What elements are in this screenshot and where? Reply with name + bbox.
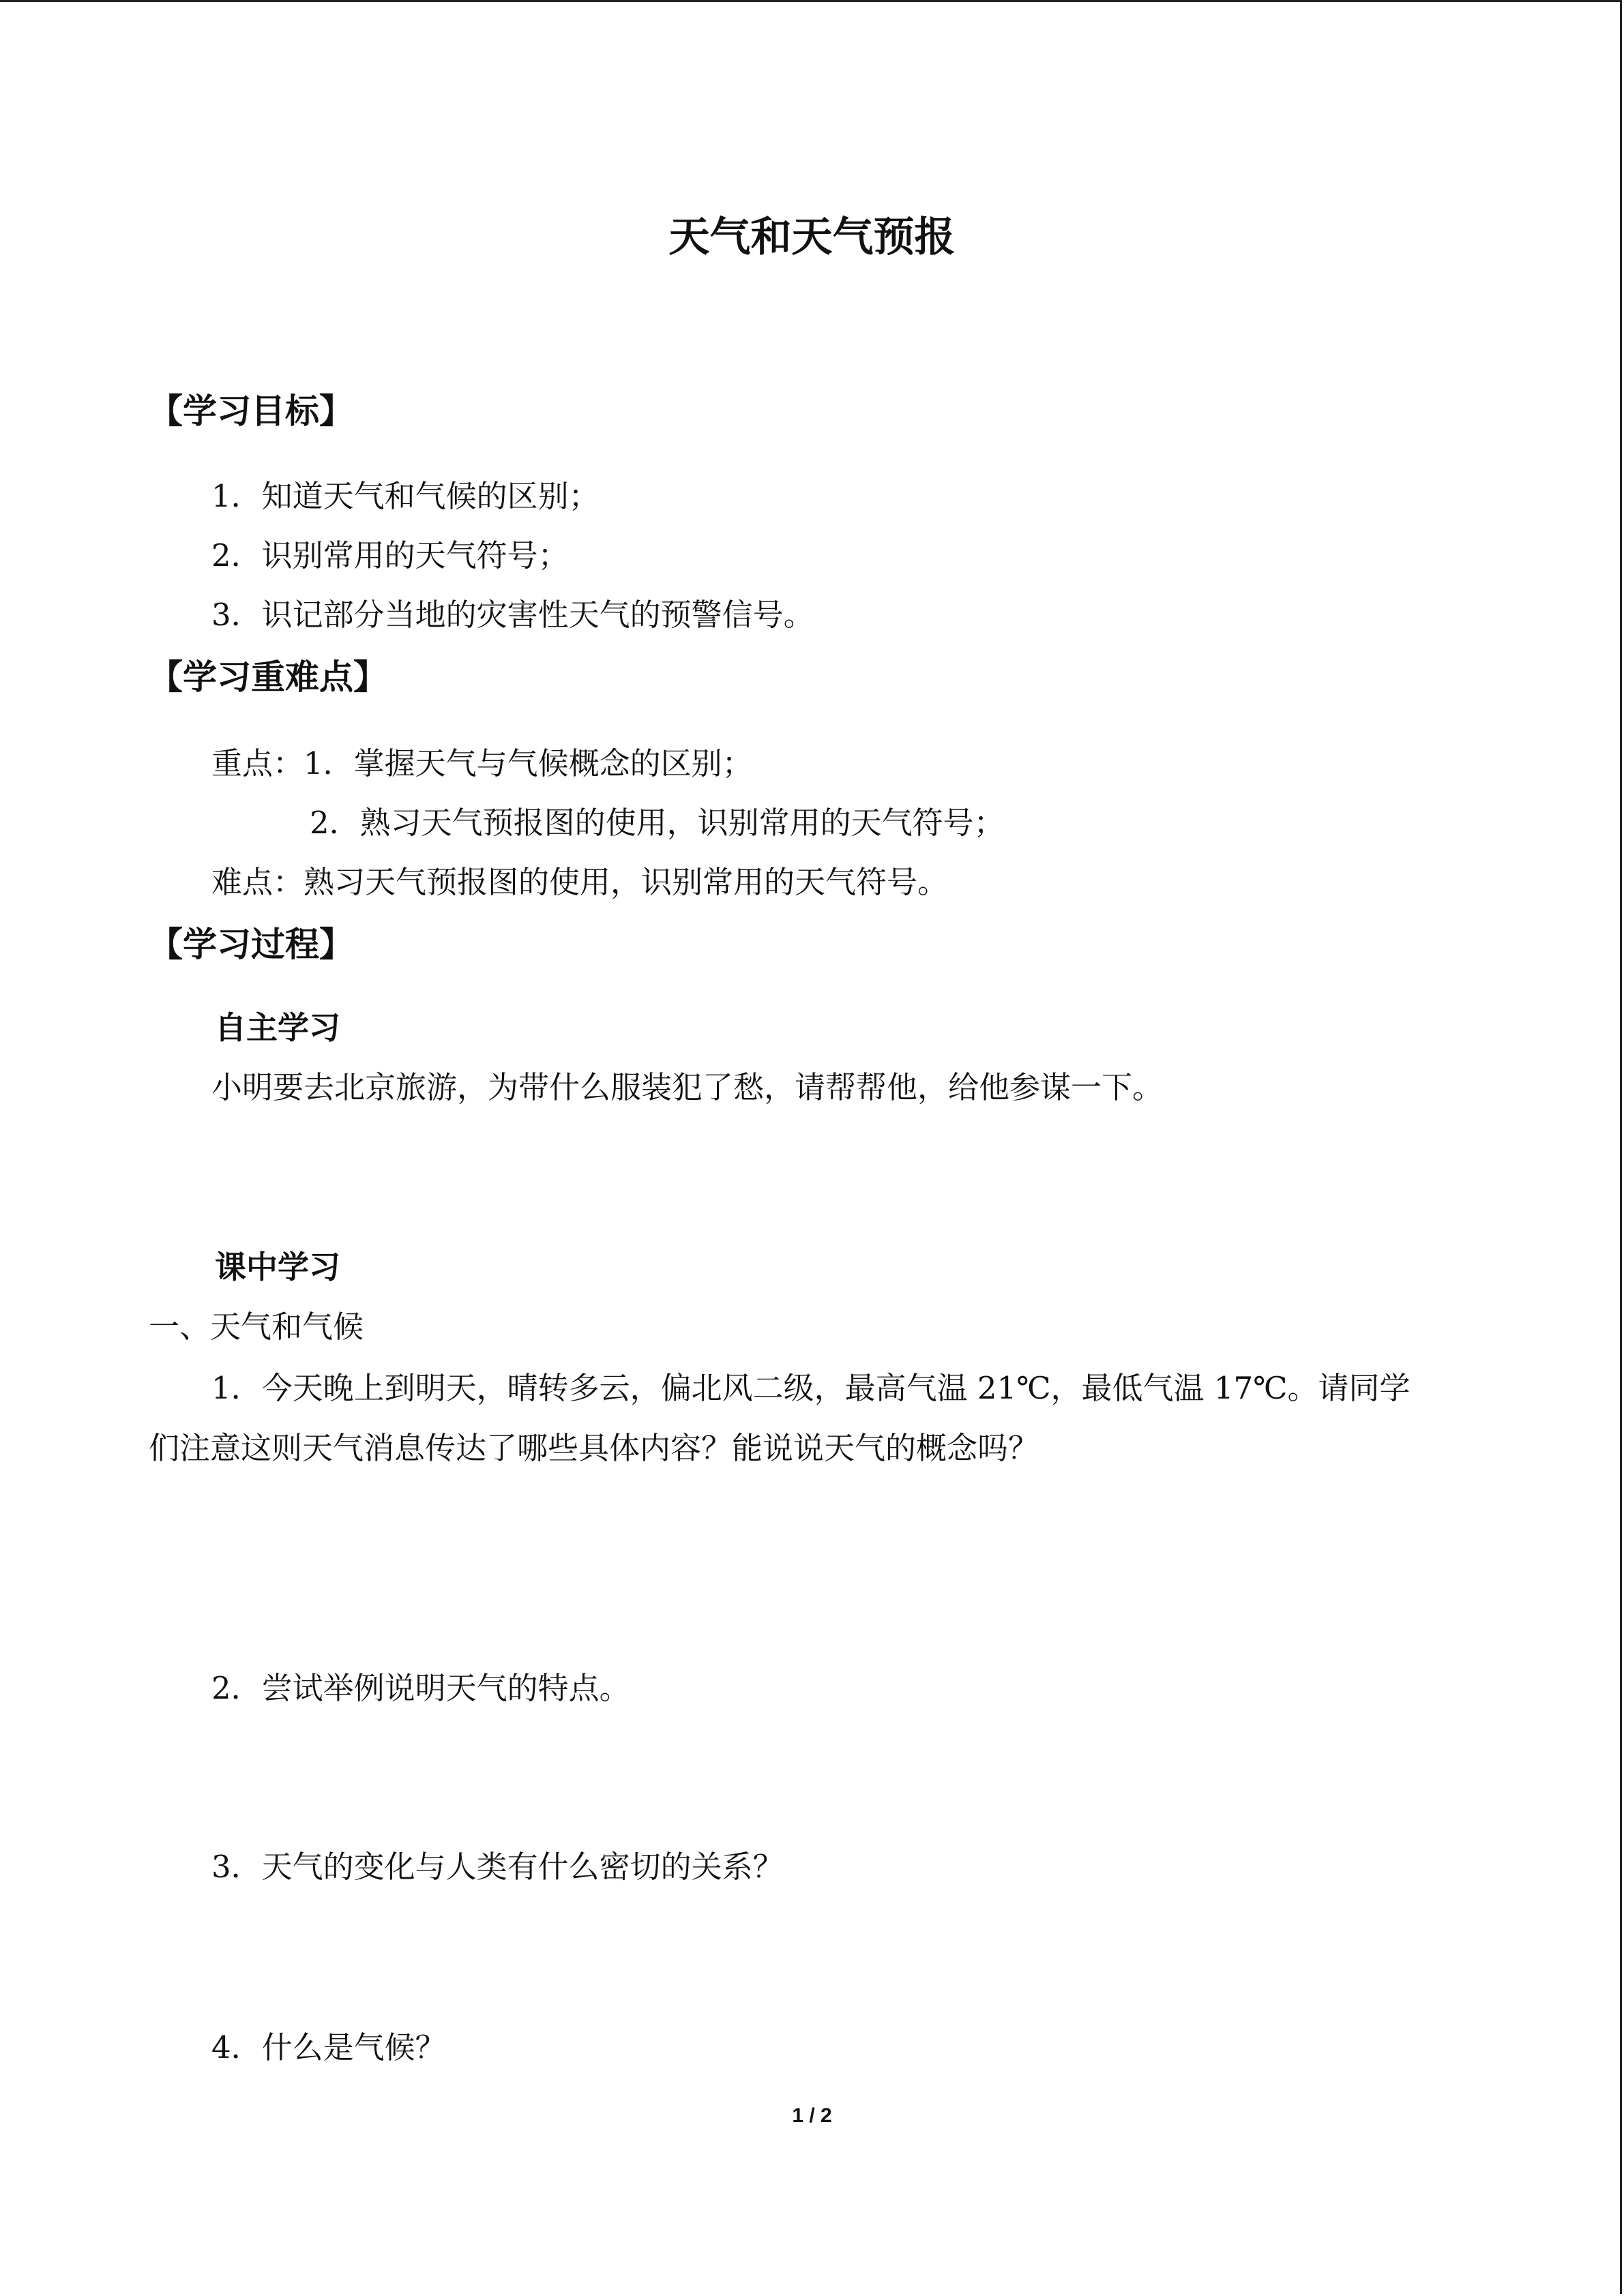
question-1-line-1: 1．今天晚上到明天，晴转多云，偏北风二级，最高气温 21℃，最低气温 17℃。请同学 <box>211 1370 1411 1406</box>
objective-item-3: 3．识记部分当地的灾害性天气的预警信号。 <box>211 597 814 633</box>
document-title: 天气和天气预报 <box>668 213 956 261</box>
section-heading-objectives: 【学习目标】 <box>149 391 353 431</box>
question-2: 2．尝试举例说明天气的特点。 <box>211 1670 630 1706</box>
question-3: 3．天气的变化与人类有什么密切的关系？ <box>211 1849 784 1885</box>
focus-point-1: 重点：1．掌握天气与气候概念的区别； <box>211 745 753 781</box>
objective-item-2: 2．识别常用的天气符号； <box>211 537 569 573</box>
section-heading-key-points: 【学习重难点】 <box>149 657 387 697</box>
question-1-line-2: 们注意这则天气消息传达了哪些具体内容？能说说天气的概念吗？ <box>149 1430 1039 1466</box>
focus-point-2: 2．熟习天气预报图的使用，识别常用的天气符号； <box>310 805 1005 841</box>
section-heading-process: 【学习过程】 <box>149 925 353 964</box>
part-title-weather-climate: 一、天气和气候 <box>149 1309 364 1345</box>
question-4: 4．什么是气候？ <box>211 2029 446 2066</box>
self-study-label: 自主学习 <box>215 1009 340 1046</box>
objective-item-1: 1．知道天气和气候的区别； <box>211 478 600 514</box>
in-class-label: 课中学习 <box>215 1249 340 1285</box>
difficulty-point: 难点：熟习天气预报图的使用，识别常用的天气符号。 <box>211 864 949 900</box>
self-study-text: 小明要去北京旅游，为带什么服装犯了愁，请帮帮他，给他参谋一下。 <box>211 1069 1164 1105</box>
page-number: 1 / 2 <box>792 2104 832 2127</box>
